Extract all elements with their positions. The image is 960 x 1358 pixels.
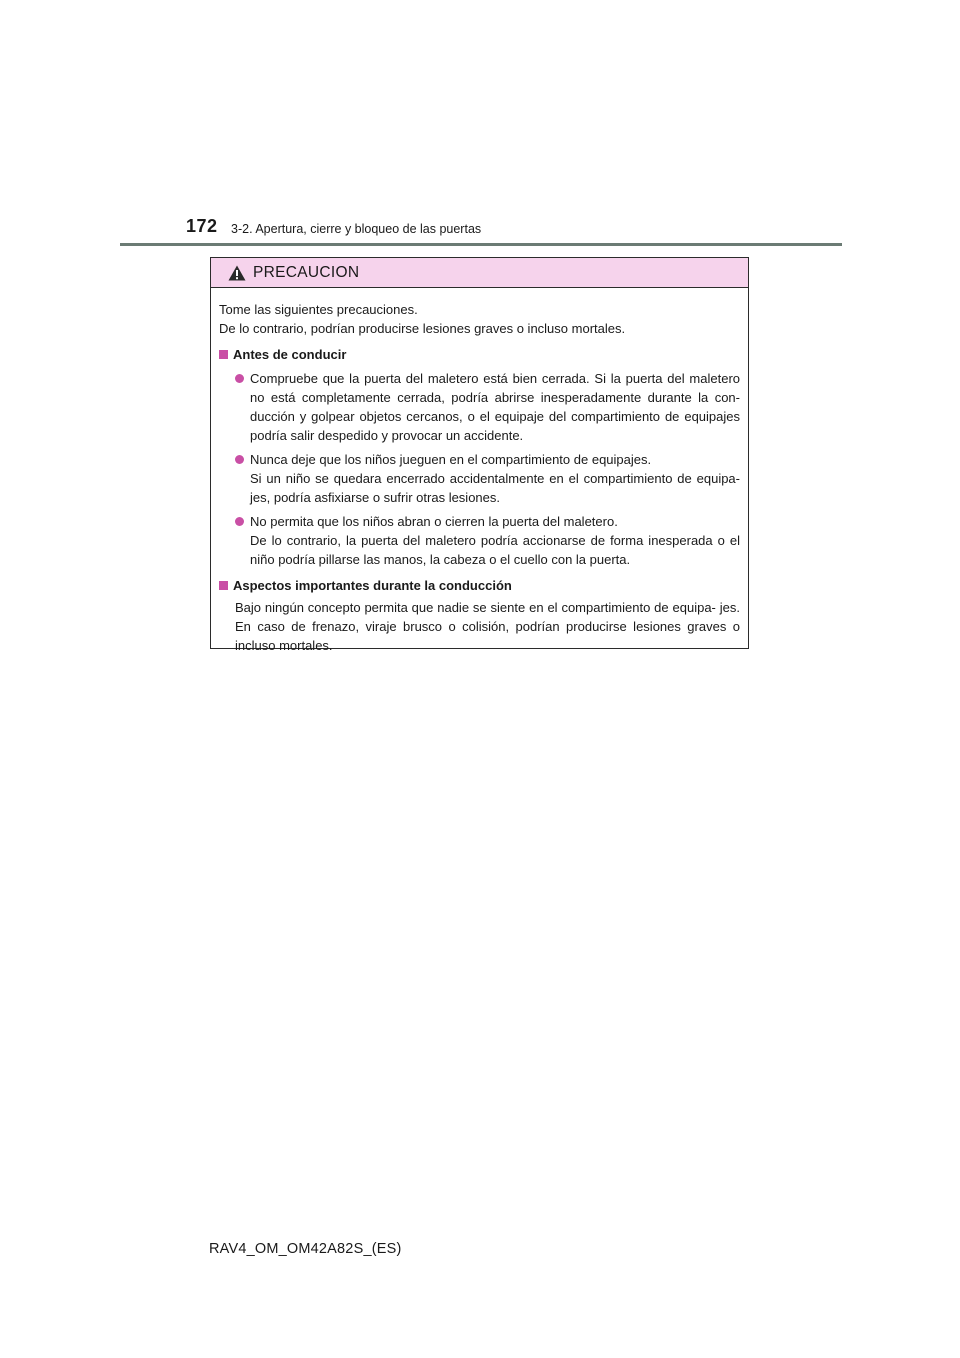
circle-bullet-icon [235,517,244,526]
caution-body [211,288,748,655]
circle-bullet-icon [235,374,244,383]
caution-box [210,257,749,653]
list-item-text [250,512,740,569]
page-number: 172 [186,216,218,236]
warning-triangle-icon [228,265,246,281]
item-paragraph: Si un niño se quedara encerrado accidentalmente en el compartimiento de equipa- jes, podría asfixiarse o sufrir otras lesiones. [250,471,740,505]
section-before-driving [219,345,740,569]
section-heading-text: Aspectos importantes durante la conducción [233,578,512,593]
section-paragraph: Bajo ningún concepto permita que nadie se siente en el compartimiento de equipa- jes. En caso de frenazo, viraje brusco o colisión, podrían producirse lesiones graves o incluso mortales. [235,600,740,653]
section-title: 3-2. Apertura, cierre y bloqueo de las puertas [231,222,482,236]
section-heading [219,576,740,595]
caution-title: PRECAUCION [253,263,360,281]
intro-line: De lo contrario, podrían producirse lesiones graves o incluso mortales. [219,321,626,336]
list-item-text [250,450,740,507]
item-paragraph: Compruebe que la puerta del maletero está bien cerrada. Si la puerta del maletero no está completamente cerrada, podría abrirse inesperadamente durante la con- ducción y golpear objetos cercanos, o el equipaje del compartimiento de equipajes podría salir despedido y provocar un accidente. [250,371,740,443]
header-divider [120,243,842,246]
item-paragraph: De lo contrario, la puerta del maletero podría accionarse de forma inesperada o el niño podría pillarse las manos, la cabeza o el cuello con la puerta. [250,533,740,567]
section-driving-aspects [219,576,740,655]
list-item [219,512,740,569]
document-code: RAV4_OM_OM42A82S_(ES) [209,1241,402,1257]
section-heading-text: Antes de conducir [233,347,347,362]
list-item-text [250,369,740,445]
circle-bullet-icon [235,455,244,464]
square-bullet-icon [219,581,228,590]
list-item [219,450,740,507]
section-heading [219,345,740,364]
item-paragraph: Nunca deje que los niños jueguen en el compartimiento de equipajes. [250,452,652,467]
intro-line: Tome las siguientes precauciones. [219,302,418,317]
caution-intro [219,300,740,338]
square-bullet-icon [219,350,228,359]
list-item [219,369,740,445]
caution-header [211,258,748,288]
item-paragraph: No permita que los niños abran o cierren la puerta del maletero. [250,514,618,529]
